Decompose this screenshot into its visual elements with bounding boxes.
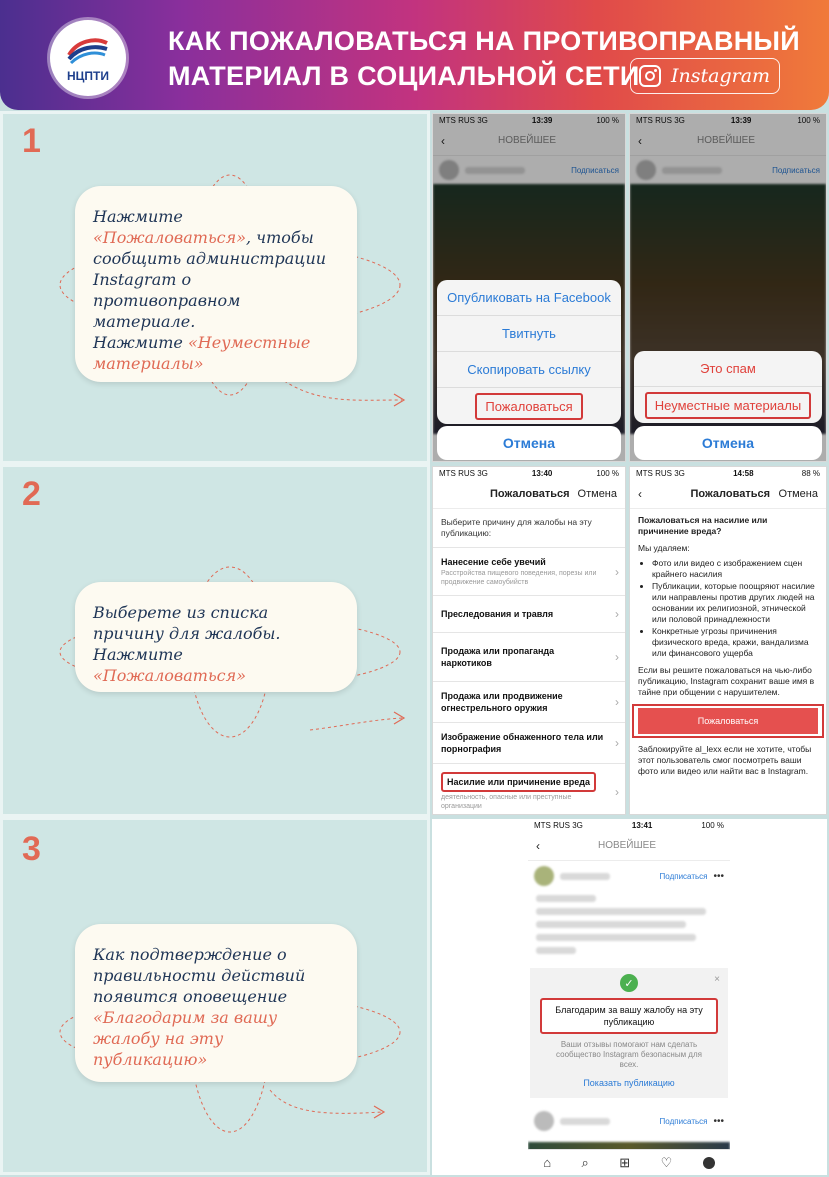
thanks-message: Благодарим за вашу жалобу на эту публикацию [540, 998, 718, 1034]
reason-subtitle: деятельность, опасные или преступные организации [441, 794, 572, 810]
close-icon[interactable]: × [714, 974, 720, 985]
step1-text-a: Нажмите [93, 207, 183, 226]
title-line-2: МАТЕРИАЛ В СОЦИАЛЬНОЙ СЕТИ [168, 61, 640, 91]
step2-text-a: Выберете из списка причину для жалобы. [93, 603, 281, 643]
instagram-icon [639, 65, 661, 87]
show-post-link[interactable]: Показать публикацию [583, 1078, 675, 1088]
avatar [534, 1111, 554, 1131]
bullet-item: • Конкретные угрозы причинения физического вреда, кражи, вандализма или финансового ущерба [652, 626, 818, 659]
step2-instruction-bubble [75, 582, 357, 692]
home-icon[interactable]: ⌂ [543, 1155, 552, 1170]
back-chevron-icon[interactable]: ‹ [638, 486, 642, 501]
chevron-right-icon: › [615, 564, 619, 579]
privacy-note: Если вы решите пожаловаться на чью-либо публикацию, Instagram сохранит ваше имя в тайне при общении с нарушителем. [638, 665, 815, 697]
step1-highlight-inappropriate: «Неуместные материалы» [93, 333, 311, 373]
reason-violence[interactable] [433, 764, 625, 815]
step1-instruction-bubble [75, 186, 357, 382]
header-banner [0, 0, 829, 110]
step3-instruction-bubble [75, 924, 357, 1082]
spam-option[interactable]: Это спам [634, 351, 822, 387]
step2-highlight-report: «Пожаловаться» [93, 666, 246, 685]
back-chevron-icon[interactable]: ‹ [638, 133, 642, 148]
next-post-header [528, 1106, 730, 1136]
nav-bar [433, 479, 625, 509]
nav-title: Пожаловаться [490, 487, 570, 500]
back-chevron-icon[interactable]: ‹ [441, 133, 445, 148]
reason-title-box [441, 772, 607, 792]
instagram-badge [630, 58, 780, 94]
we-remove-label: Мы удаляем: [638, 543, 690, 553]
cancel-button[interactable]: Отмена [437, 426, 621, 460]
reason-subtitle: Расстройства пищевого поведения, порезы или продвижение самоубийств [441, 570, 597, 586]
username-blurred [560, 873, 610, 880]
chevron-right-icon: › [615, 736, 619, 750]
chevron-right-icon: › [615, 695, 619, 709]
reason-self-harm[interactable] [433, 548, 625, 596]
add-post-icon[interactable]: ⊞ [619, 1154, 631, 1170]
reason-drugs[interactable] [433, 633, 625, 682]
carrier: MTS RUS [636, 468, 672, 478]
profile-avatar-icon[interactable] [703, 1157, 715, 1169]
battery: 100 % [797, 115, 820, 125]
carrier: MTS RUS [534, 820, 570, 830]
clock: 13:39 [730, 115, 752, 125]
network: 3G [477, 115, 488, 125]
step2-number: 2 [22, 475, 41, 513]
subscribe-link[interactable]: Подписаться [659, 1116, 708, 1126]
instagram-label: Instagram [671, 65, 771, 87]
inappropriate-label: Неуместные материалы [645, 392, 811, 419]
step3-text-a: Как подтверждение о правильности действий появится оповещение [93, 945, 306, 1006]
logo-swoosh-icon [65, 33, 111, 67]
report-label: Пожаловаться [475, 393, 582, 420]
carrier: MTS RUS [439, 115, 475, 125]
chevron-right-icon: › [615, 784, 619, 799]
post-header [528, 861, 730, 891]
subscribe-link[interactable]: Подписаться [571, 165, 619, 175]
reason-nudity[interactable] [433, 723, 625, 764]
step1-phone-right [629, 113, 827, 462]
reason-title: Преследования и травля [441, 609, 554, 619]
chevron-right-icon: › [615, 650, 619, 664]
reason-title: Продажа или пропаганда наркотиков [441, 646, 555, 668]
network: 3G [572, 820, 583, 830]
bullet-item: • Публикации, которые поощряют насилие или направлены против других людей на основании их религиозной, этнической или половой принадлежности [652, 581, 818, 625]
inappropriate-option[interactable] [634, 387, 822, 423]
back-chevron-icon[interactable]: ‹ [536, 838, 540, 853]
battery: 100 % [701, 820, 724, 830]
block-note: Заблокируйте al_lexx если не хотите, чтобы этот пользователь смог посмотреть ваши фото или видео или найти вас в Instagram. [638, 744, 812, 776]
share-facebook-option[interactable]: Опубликовать на Facebook [437, 280, 621, 316]
more-options-icon[interactable]: ••• [713, 1115, 724, 1127]
avatar [534, 866, 554, 886]
step1-text-b: , чтобы сообщить администрации Instagram о противоправном материале. [93, 228, 327, 331]
nav-title: НОВЕЙШЕЕ [696, 135, 756, 146]
subscribe-link[interactable]: Подписаться [772, 165, 820, 175]
clock: 14:58 [733, 468, 754, 478]
reason-prompt: Выберите причину для жалобы на эту публикацию: [433, 509, 625, 548]
bullet-item: • Фото или видео с изображением сцен крайнего насилия [652, 558, 818, 580]
feedback-text: Ваши отзывы помогают нам сделать сообщество Instagram безопасным для всех. [556, 1040, 702, 1069]
step1-text-c: Нажмите [93, 333, 188, 352]
copy-link-option[interactable]: Скопировать ссылку [437, 352, 621, 388]
step1-number: 1 [22, 122, 41, 160]
thanks-notification [530, 968, 728, 1098]
clock: 13:39 [531, 115, 553, 125]
title-line-1: КАК ПОЖАЛОВАТЬСЯ НА ПРОТИВОПРАВНЫЙ [168, 26, 800, 56]
action-sheet [437, 280, 621, 424]
nav-bar [630, 479, 826, 509]
step2-text-b: Нажмите [93, 645, 183, 664]
step3-highlight-thanks: «Благодарим за вашу жалобу на эту публикацию» [93, 1008, 278, 1069]
status-bar [630, 467, 826, 479]
clock: 13:41 [631, 820, 653, 830]
cancel-link[interactable]: Отмена [577, 487, 617, 500]
carrier: MTS RUS [636, 115, 672, 125]
step1-highlight-report: «Пожаловаться» [93, 228, 246, 247]
step3-number: 3 [22, 830, 41, 868]
chevron-right-icon: › [615, 607, 619, 621]
checkmark-icon: ✓ [620, 974, 638, 992]
reason-harassment[interactable] [433, 596, 625, 633]
step1-phone-left [432, 113, 626, 462]
battery: 100 % [596, 468, 619, 478]
network: 3G [674, 468, 685, 478]
nav-title: Пожаловаться [690, 487, 771, 500]
battery: 88 % [801, 468, 820, 478]
status-bar [433, 467, 625, 479]
tweet-option[interactable]: Твитнуть [437, 316, 621, 352]
nav-bar [528, 831, 730, 861]
nav-title: НОВЕЙШЕЕ [497, 135, 557, 146]
report-heading: Пожаловаться на насилие или причинение вреда? [638, 515, 768, 536]
network: 3G [674, 115, 685, 125]
report-sheet [634, 351, 822, 423]
step2-phone-left [432, 466, 626, 815]
step3-phone [528, 819, 730, 1175]
report-option[interactable] [437, 388, 621, 424]
reason-title: Насилие или причинение вреда [441, 772, 596, 792]
username-blurred [560, 1118, 610, 1125]
logo-text: НЦПТИ [66, 69, 109, 83]
carrier: MTS RUS [439, 468, 475, 478]
reason-firearms[interactable] [433, 682, 625, 723]
network: 3G [477, 468, 488, 478]
more-options-icon[interactable]: ••• [713, 870, 724, 882]
subscribe-link[interactable]: Подписаться [659, 871, 708, 881]
bottom-tab-bar [528, 1149, 730, 1175]
report-button[interactable]: Пожаловаться [638, 708, 818, 734]
reason-title: Нанесение себе увечий [441, 557, 546, 567]
reason-title: Продажа или продвижение огнестрельного оружия [441, 691, 563, 713]
removal-list [630, 558, 826, 659]
heart-icon[interactable]: ♡ [660, 1154, 673, 1170]
search-icon[interactable]: ⌕ [581, 1154, 589, 1170]
clock: 13:40 [531, 468, 553, 478]
reason-title: Изображение обнаженного тела или порнография [441, 732, 604, 754]
cancel-button[interactable]: Отмена [634, 426, 822, 460]
blurred-caption [528, 891, 730, 958]
nav-title: НОВЕЙШЕЕ [597, 840, 657, 851]
battery: 100 % [596, 115, 619, 125]
report-button-frame [632, 704, 824, 738]
ncpti-logo [50, 20, 126, 96]
status-bar [528, 819, 730, 831]
step2-phone-right [629, 466, 827, 815]
cancel-link[interactable]: Отмена [778, 487, 818, 500]
